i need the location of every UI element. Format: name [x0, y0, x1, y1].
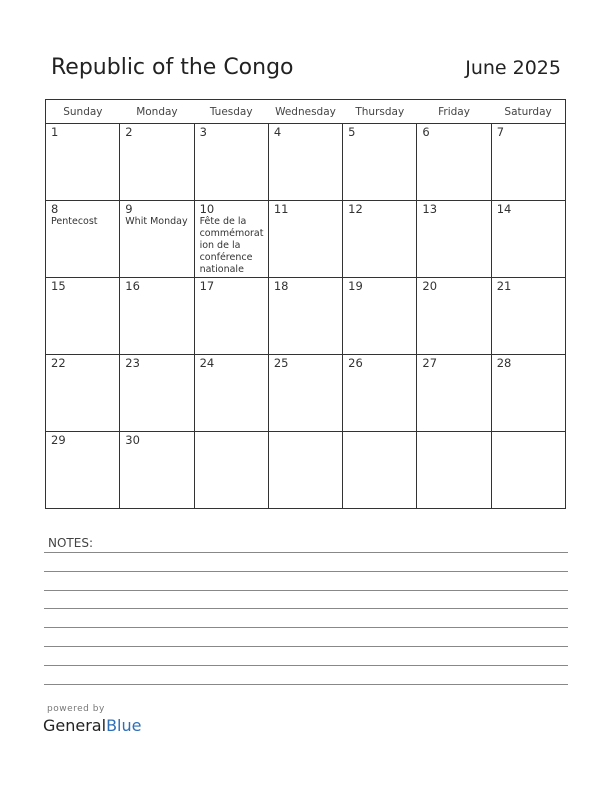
weekday-thursday: Thursday [343, 100, 417, 124]
weekday-wednesday: Wednesday [268, 100, 342, 124]
day-number: 22 [51, 356, 66, 370]
day-number: 4 [273, 125, 282, 139]
day-number: 1 [51, 125, 59, 139]
day-number: 12 [348, 202, 363, 216]
day-cell[interactable] [343, 432, 417, 509]
day-cell[interactable] [491, 278, 565, 355]
day-cell[interactable] [491, 124, 565, 201]
day-number: 20 [422, 279, 438, 293]
day-cell[interactable] [491, 432, 565, 509]
day-number: 24 [199, 356, 215, 370]
day-cell[interactable] [491, 201, 565, 278]
weekday-header-row [46, 100, 566, 124]
powered-by-label: powered by [47, 704, 105, 714]
note-line [44, 552, 568, 553]
day-number: 27 [422, 356, 438, 370]
calendar-grid [45, 99, 566, 509]
day-cell[interactable] [343, 278, 417, 355]
day-number: 17 [199, 279, 215, 293]
day-cell[interactable] [417, 355, 491, 432]
day-cell[interactable] [120, 201, 194, 278]
weekday-monday: Monday [120, 100, 194, 124]
holiday-label: Fête de la commémoration de la conférence nationale [199, 216, 264, 275]
day-cell[interactable] [417, 432, 491, 509]
day-cell[interactable] [194, 201, 268, 278]
week-row [46, 201, 566, 278]
week-row [46, 355, 566, 432]
note-line [44, 665, 568, 666]
day-number: 8 [51, 202, 59, 216]
notes-label: NOTES: [48, 536, 93, 550]
generalblue-logo[interactable] [43, 716, 141, 735]
day-number: 5 [348, 125, 356, 139]
day-cell[interactable] [120, 432, 194, 509]
calendar-month: June 2025 [465, 57, 561, 79]
day-cell[interactable] [120, 124, 194, 201]
day-number: 3 [199, 125, 207, 139]
day-cell[interactable] [491, 355, 565, 432]
weekday-tuesday: Tuesday [194, 100, 268, 124]
day-number: 14 [496, 202, 512, 216]
day-number: 28 [496, 356, 512, 370]
day-cell[interactable] [194, 355, 268, 432]
note-line [44, 590, 568, 591]
weekday-friday: Friday [417, 100, 491, 124]
day-number: 9 [125, 202, 133, 216]
day-cell[interactable] [417, 278, 491, 355]
day-cell[interactable] [46, 432, 120, 509]
holiday-label: Pentecost [51, 216, 98, 227]
day-cell[interactable] [194, 124, 268, 201]
day-number: 19 [348, 279, 363, 293]
day-cell[interactable] [268, 124, 342, 201]
day-cell[interactable] [46, 124, 120, 201]
day-number: 6 [422, 125, 430, 139]
week-row [46, 278, 566, 355]
note-line [44, 571, 568, 572]
day-cell[interactable] [268, 201, 342, 278]
day-cell[interactable] [268, 355, 342, 432]
weekday-saturday: Saturday [491, 100, 565, 124]
day-cell[interactable] [343, 355, 417, 432]
brand-blue: Blue [106, 716, 142, 735]
day-number: 11 [273, 202, 289, 216]
day-cell[interactable] [417, 124, 491, 201]
day-number: 30 [125, 433, 140, 447]
day-number: 2 [125, 125, 133, 139]
note-line [44, 627, 568, 628]
note-line [44, 646, 568, 647]
day-cell[interactable] [46, 201, 120, 278]
day-number: 21 [496, 279, 512, 293]
brand-general: General [43, 716, 107, 735]
day-number: 18 [273, 279, 289, 293]
day-cell[interactable] [46, 355, 120, 432]
day-number: 29 [51, 433, 66, 447]
day-cell[interactable] [46, 278, 120, 355]
day-cell[interactable] [194, 432, 268, 509]
day-cell[interactable] [120, 278, 194, 355]
day-number: 7 [496, 125, 505, 139]
day-cell[interactable] [343, 124, 417, 201]
week-row [46, 432, 566, 509]
day-number: 10 [199, 202, 215, 216]
day-cell[interactable] [268, 432, 342, 509]
day-cell[interactable] [194, 278, 268, 355]
day-number: 25 [273, 356, 289, 370]
note-line [44, 608, 568, 609]
day-number: 26 [348, 356, 363, 370]
day-number: 13 [422, 202, 438, 216]
week-row [46, 124, 566, 201]
day-number: 15 [51, 279, 66, 293]
day-number: 16 [125, 279, 140, 293]
weekday-sunday: Sunday [46, 100, 120, 124]
note-line [44, 684, 568, 685]
holiday-label: Whit Monday [125, 216, 188, 227]
day-number: 23 [125, 356, 140, 370]
day-cell[interactable] [417, 201, 491, 278]
day-cell[interactable] [268, 278, 342, 355]
day-cell[interactable] [120, 355, 194, 432]
day-cell[interactable] [343, 201, 417, 278]
calendar-title: Republic of the Congo [51, 55, 294, 80]
